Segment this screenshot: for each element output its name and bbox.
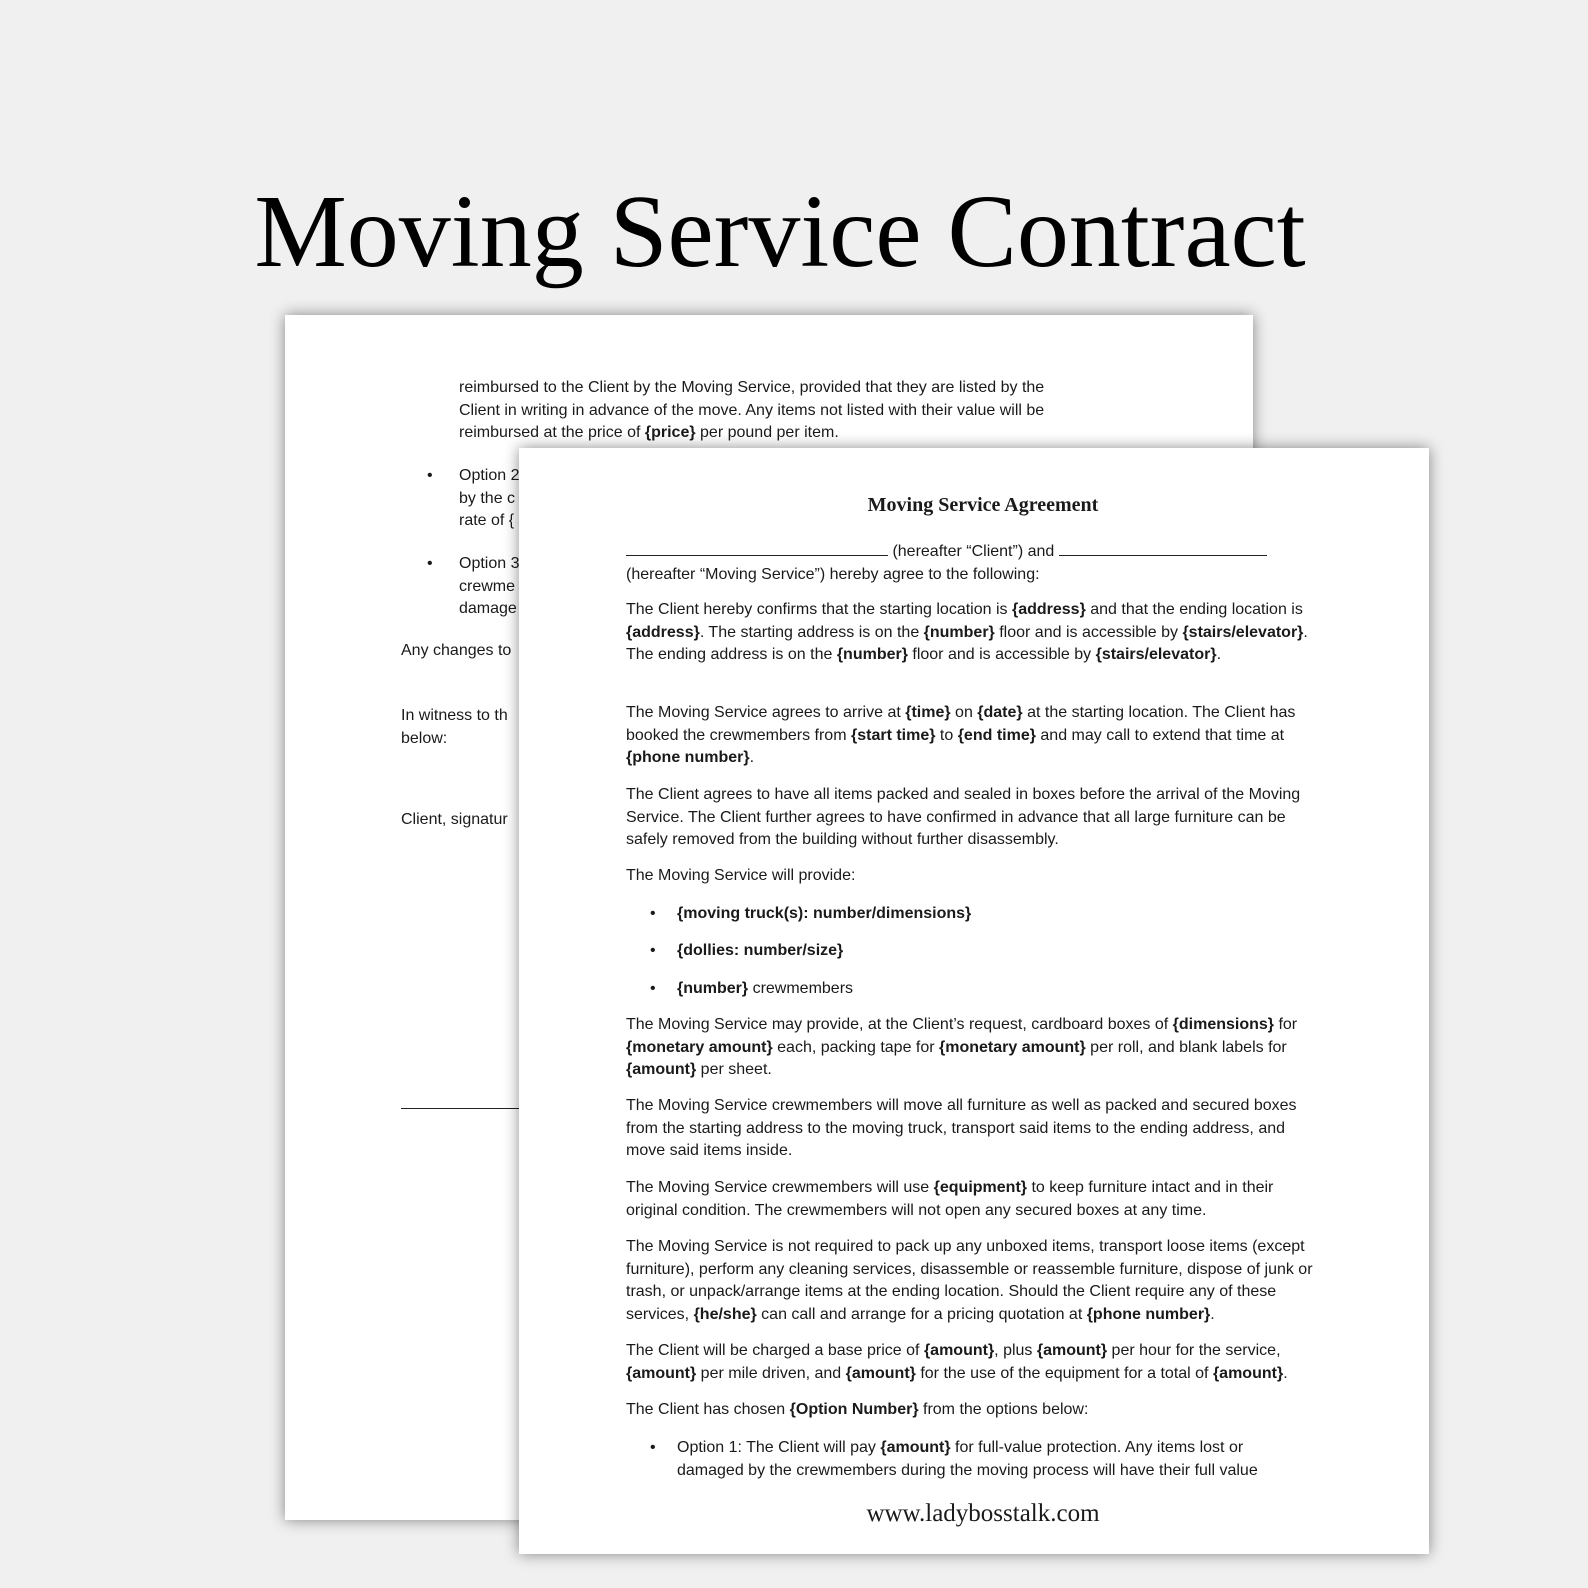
witness-line: below: xyxy=(401,729,448,747)
option3-line: crewme xyxy=(459,577,516,595)
option2-line: rate of { xyxy=(459,512,515,529)
parties-paragraph xyxy=(626,540,1326,586)
continuation-line-3: reimbursed at the price of {price} per pound per item. xyxy=(459,424,839,441)
parties-line-1: (hereafter “Client”) and xyxy=(626,540,1326,564)
packing-paragraph: The Client agrees to have all items packed and sealed in boxes before the arrival of the Moving Service. The Client further agrees to have confirmed in advance that all large furniture can be safely removed from the building without further disassembly. xyxy=(626,786,1301,848)
bullet-dot: • xyxy=(650,942,656,959)
changes-paragraph: Any changes to xyxy=(401,642,512,659)
parties-line-2: (hereafter “Moving Service”) hereby agree to the following: xyxy=(626,565,1040,583)
bullet-dot: • xyxy=(650,905,656,922)
option2-line: by the c xyxy=(459,489,516,507)
moving-scope-paragraph: The Moving Service crewmembers will move all furniture as well as packed and secured boxes from the starting address to the moving truck, transport said items to the ending address, and move said items inside. xyxy=(626,1097,1297,1159)
signature-label: Client, signatur xyxy=(401,811,508,828)
supplies-paragraph: The Moving Service may provide, at the Client’s request, cardboard boxes of {dimensions} for {monetary amount} each, packing tape for {monetary amount} per roll, and blank labels for {amount} per sheet. xyxy=(626,1016,1298,1078)
pricing-paragraph: The Client will be charged a base price of {amount}, plus {amount} per hour for the service, {amount} per mile driven, and {amount} for the use of the equipment for a total of {amount}. xyxy=(626,1342,1288,1382)
equipment-paragraph: The Moving Service crewmembers will use {equipment} to keep furniture intact and in their original condition. The crewmembers will not open any secured boxes at any time. xyxy=(626,1179,1274,1219)
option-choice-paragraph: The Client has chosen {Option Number} from the options below: xyxy=(626,1401,1089,1418)
moving-service-name-blank[interactable] xyxy=(1059,540,1267,556)
footer-website-url: www.ladybosstalk.com xyxy=(866,1500,1100,1527)
schedule-paragraph: The Moving Service agrees to arrive at {time} on {date} at the starting location. The Client has booked the crewmembers from {start time} to {end time} and may call to extend that time at {phone number}. xyxy=(626,704,1296,766)
bullet-dot: • xyxy=(427,555,433,572)
option2-line: Option 2 xyxy=(459,467,520,484)
continuation-line-2: Client in writing in advance of the move. Any items not listed with their value will be xyxy=(459,401,1045,419)
bullet-dot: • xyxy=(650,1439,656,1456)
witness-line: In witness to th xyxy=(401,707,508,724)
front-page: Moving Service Agreement (hereafter “Client”) and (hereafter “Moving Service”) hereby agree to the following: The Client hereby confirms that the starting location is {address} and that the ending location is {address}. The starting address is on the {number} floor and is accessible by {stairs/elevator}. The ending address is on the {number} floor and is accessible by {stairs/elevator}. The Moving Service agrees to arrive at {time} on {date} at the starting location. The Client has booked the crewmembers from {start time} to {end time} and may call to extend that time at {phone number}. The Client agrees to have all items packed and sealed in boxes before the arrival of the Moving Service. The Client further agrees to have confirmed in advance that all large furniture can be safely removed from the building without further disassembly. The Moving Service will provide: • {moving truck(s): number/dimensions} • {dollies: number/size} • {number} crewmembers The Moving Service may provide, at the Client’s request, cardboard boxes of {dimensions} for {monetary amount} each, packing tape for {monetary amount} per roll, and blank labels for {amount} per sheet. The Moving Service crewmembers will move all furniture as well as packed and secured boxes from the starting address to the moving truck, transport said items to the ending address, and move said items inside. The Moving Service crewmembers will use {equipment} to keep furniture intact and in their original condition. The crewmembers will not open any secured boxes at any time. The Moving Service is not required to pack up any unboxed items, transport loose items (except furniture), perform any cleaning services, disassemble or reassemble furniture, dispose of junk or trash, or unpack/arrange items at the ending location. Should the Client require any of these services, {he/she} can call and arrange for a pricing quotation at {phone number}. The Client will be charged a base price of {amount}, plus {amount} per hour for the service, {amount} per mile driven, and {amount} for the use of the equipment for a total of {amount}. The Client has chosen {Option Number} from the options below: • Option 1: The Client will pay {amount} for full-value protection. Any items lost or damaged by the crewmembers during the moving process will have their full value www.ladybosstalk.com xyxy=(519,448,1429,1554)
continuation-paragraph xyxy=(459,377,1119,445)
provide-intro: The Moving Service will provide: xyxy=(626,867,856,884)
bullet-dot: • xyxy=(650,980,656,997)
exclusions-paragraph: The Moving Service is not required to pack up any unboxed items, transport loose items (except furniture), perform any cleaning services, disassemble or reassemble furniture, dispose of junk or trash, or unpack/arrange items at the ending location. Should the Client require any of these services, {he/she} can call and arrange for a pricing quotation at {phone number}. xyxy=(626,1238,1313,1323)
locations-paragraph: The Client hereby confirms that the starting location is {address} and that the ending location is {address}. The starting address is on the {number} floor and is accessible by {stairs/elevator}. The ending address is on the {number} floor and is accessible by {stairs/elevator}. xyxy=(626,601,1308,663)
option3-line: damage xyxy=(459,600,517,617)
option3-line: Option 3 xyxy=(459,555,520,572)
document-title: Moving Service Agreement xyxy=(867,494,1099,516)
continuation-line-1: reimbursed to the Client by the Moving Service, provided that they are listed by the xyxy=(459,379,1045,396)
client-name-blank[interactable] xyxy=(626,540,888,556)
bullet-dot: • xyxy=(427,467,433,484)
banner-title: Moving Service Contract xyxy=(254,174,1306,289)
signature-line xyxy=(401,1108,531,1109)
